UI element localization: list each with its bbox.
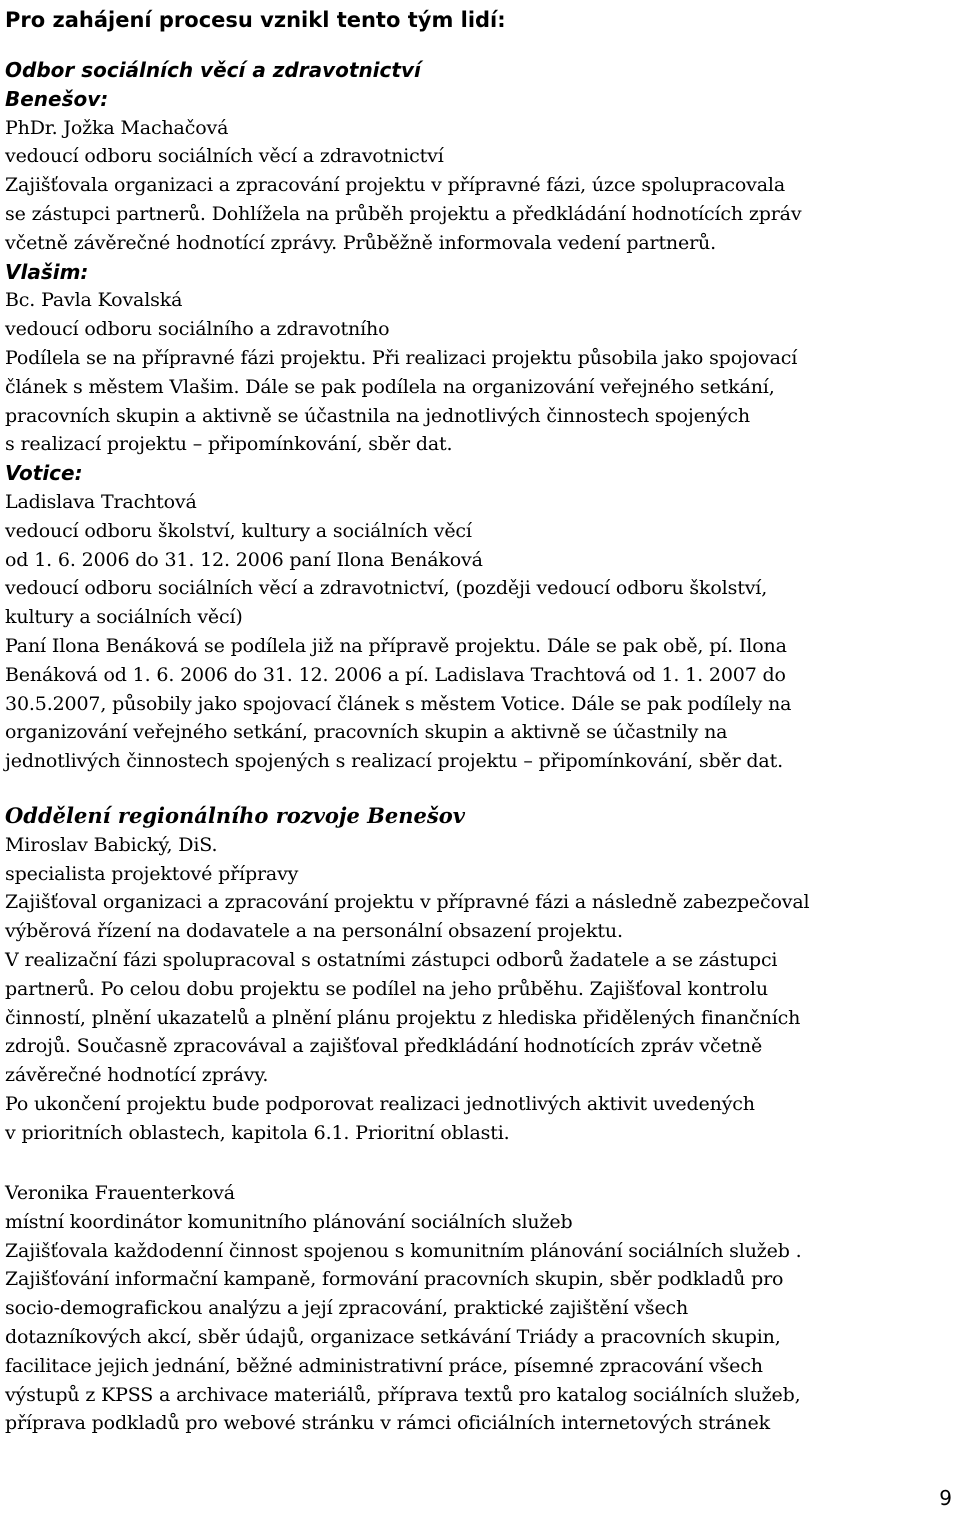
text-line: Po ukončení projektu bude podporovat realizaci jednotlivých aktivit uvedených bbox=[5, 1092, 755, 1115]
section-heading: Votice: bbox=[5, 461, 83, 486]
text-line: zdrojů. Současně zpracovával a zajišťoval předkládání hodnotících zpráv včetně bbox=[5, 1035, 763, 1058]
section-community-planning bbox=[5, 1179, 955, 1438]
text-line: Veronika Frauenterková bbox=[5, 1182, 235, 1204]
text-line: vedoucí odboru sociálního a zdravotního bbox=[5, 318, 390, 341]
text-line: kultury a sociálních věcí) bbox=[5, 606, 243, 629]
text-line: s realizací projektu – připomínkování, sběr dat. bbox=[5, 433, 453, 456]
text-line: výběrová řízení na dodavatele a na personální obsazení projektu. bbox=[5, 920, 623, 943]
text-line: Zajišťoval organizaci a zpracování projektu v přípravné fázi a následně zabezpečoval bbox=[5, 891, 810, 914]
text-line: Bc. Pavla Kovalská bbox=[5, 289, 183, 312]
text-line: činností, plnění ukazatelů a plnění plánu projektu z hlediska přidělených finančních bbox=[5, 1006, 801, 1029]
text-line: pracovních skupin a aktivně se účastnila na jednotlivých činnostech spojených bbox=[5, 404, 750, 427]
text-line: facilitace jejich jednání, běžné administrativní práce, písemné zpracování všech bbox=[5, 1354, 763, 1377]
text-line: se zástupci partnerů. Dohlížela na průběh projektu a předkládání hodnotících zpráv bbox=[5, 202, 802, 225]
text-line: výstupů z KPSS a archivace materiálů, příprava textů pro katalog sociálních služeb, bbox=[5, 1383, 801, 1406]
text-line: jednotlivých činnostech spojených s realizací projektu – připomínkování, sběr dat. bbox=[5, 750, 783, 773]
text-line: Miroslav Babický, DiS. bbox=[5, 833, 218, 856]
text-line: Zajišťovala organizaci a zpracování projektu v přípravné fázi, úzce spolupracovala bbox=[5, 174, 786, 197]
section-heading: Vlašim: bbox=[5, 259, 89, 284]
text-line: Podílela se na přípravné fázi projektu. Při realizaci projektu působila jako spojovací bbox=[5, 346, 798, 369]
text-line: V realizační fázi spolupracoval s ostatními zástupci odborů žadatele a se zástupci bbox=[5, 948, 778, 971]
text-line: Benáková od 1. 6. 2006 do 31. 12. 2006 a pí. Ladislava Trachtová od 1. 1. 2007 do bbox=[5, 663, 786, 686]
text-line: vedoucí odboru sociálních věcí a zdravotnictví, (později vedoucí odboru školství, bbox=[5, 577, 768, 600]
text-line: Zajišťování informační kampaně, formování pracovních skupin, sběr podkladů pro bbox=[5, 1268, 784, 1291]
text-line: místní koordinátor komunitního plánování sociálních služeb bbox=[5, 1210, 573, 1233]
text-line: od 1. 6. 2006 do 31. 12. 2006 paní Ilona Benáková bbox=[5, 548, 483, 571]
text-line: Ladislava Trachtová bbox=[5, 490, 197, 513]
text-line: Zajišťovala každodenní činnost spojenou s komunitním plánování sociálních služeb . bbox=[5, 1239, 802, 1262]
text-line: v prioritních oblastech, kapitola 6.1. Prioritní oblasti. bbox=[5, 1121, 510, 1144]
page-number: 9 bbox=[939, 1486, 952, 1510]
text-line: specialista projektové přípravy bbox=[5, 862, 299, 885]
text-line: partnerů. Po celou dobu projektu se podílel na jeho průběhu. Zajišťoval kontrolu bbox=[5, 977, 768, 1000]
text-line: včetně závěrečné hodnotící zprávy. Průběžně informovala vedení partnerů. bbox=[5, 231, 717, 254]
text-line: organizování veřejného setkání, pracovních skupin a aktivně se účastnily na bbox=[5, 721, 728, 744]
section-heading: Benešov: bbox=[5, 86, 109, 111]
section-heading: Odbor sociálních věcí a zdravotnictví bbox=[5, 58, 421, 82]
text-line: závěrečné hodnotící zprávy. bbox=[5, 1064, 269, 1087]
text-line: článek s městem Vlašim. Dále se pak podílela na organizování veřejného setkání, bbox=[5, 375, 775, 398]
text-line: příprava podkladů pro webové stránku v rámci oficiálních internetových stránek bbox=[5, 1412, 770, 1435]
text-line: dotazníkových akcí, sběr údajů, organizace setkávání Triády a pracovních skupin, bbox=[5, 1325, 781, 1348]
text-line: vedoucí odboru sociálních věcí a zdravotnictví bbox=[5, 145, 444, 168]
text-line: Paní Ilona Benáková se podílela již na přípravě projektu. Dále se pak obě, pí. Ilona bbox=[5, 634, 787, 657]
text-line: socio-demografickou analýzu a její zpracování, praktické zajištění všech bbox=[5, 1297, 689, 1320]
section-social-affairs bbox=[5, 56, 955, 776]
text-line: vedoucí odboru školství, kultury a sociálních věcí bbox=[5, 519, 472, 542]
section-heading: Oddělení regionálního rozvoje Benešov bbox=[5, 803, 465, 828]
text-line: PhDr. Jožka Machačová bbox=[5, 116, 229, 139]
text-line: 30.5.2007, působily jako spojovací článek s městem Votice. Dále se pak podílely na bbox=[5, 692, 792, 715]
page-title: Pro zahájení procesu vznikl tento tým lidí: bbox=[5, 8, 506, 32]
section-regional-development bbox=[5, 802, 955, 1148]
